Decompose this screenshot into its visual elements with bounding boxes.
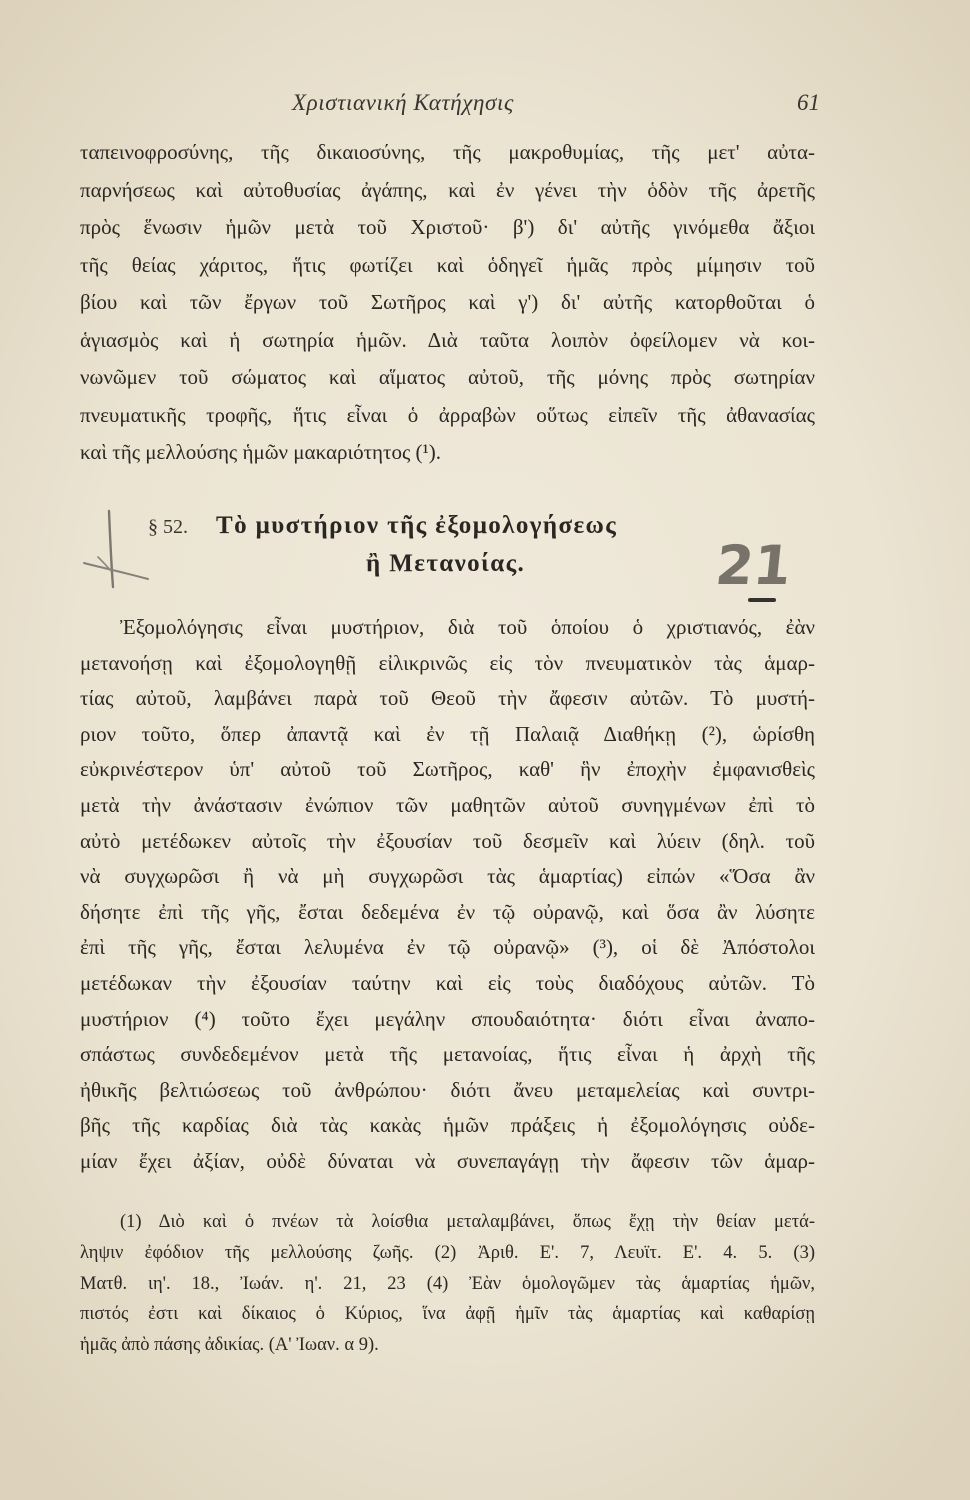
text-line: νωνῶμεν τοῦ σώματος καὶ αἵματος αὐτοῦ, τῆς μόνης πρὸς σωτηρίαν (80, 365, 815, 389)
footnote-line: ἡμᾶς ἀπὸ πάσης ἀδικίας. (Α' Ἰωαν. α 9). (80, 1335, 379, 1356)
text-line: ταπεινοφροσύνης, τῆς δικαιοσύνης, τῆς μακροθυμίας, τῆς μετ' αὐτα- (80, 140, 815, 164)
text-line: αὐτὸ μετέδωκεν αὐτοῖς τὴν ἐξουσίαν τοῦ δεσμεῖν καὶ λύειν (δηλ. τοῦ (80, 828, 815, 853)
footnotes (80, 1207, 815, 1361)
text-line: καὶ τῆς μελλούσης ἡμῶν μακαριότητος (¹). (80, 440, 442, 464)
section-subtitle: ἢ Μετανοίας. (366, 550, 526, 577)
handwritten-annotation: 21 (712, 534, 795, 597)
section-title: Τὸ μυστήριον τῆς ἐξομολογήσεως (216, 512, 618, 539)
text-line: Ἐξομολόγησις εἶναι μυστήριον, διὰ τοῦ ὁποίου ὁ χριστιανός, ἐὰν (120, 615, 815, 639)
text-line: παρνήσεως καὶ αὐτοθυσίας ἀγάπης, καὶ ἐν γένει τὴν ὁδὸν τῆς ἀρετῆς (80, 177, 815, 202)
text-line: πνευματικῆς τροφῆς, ἥτις εἶναι ὁ ἀρραβὼν οὕτως εἰπεῖν τῆς ἀθανασίας (80, 402, 815, 427)
text-line: τίας αὐτοῦ, λαμβάνει παρὰ τοῦ Θεοῦ τὴν ἄφεσιν αὐτῶν. Τὸ μυστή- (80, 686, 815, 711)
text-line: δήσητε ἐπὶ τῆς γῆς, ἔσται δεδεμένα ἐν τῷ οὐρανῷ, καὶ ὅσα ἂν λύσητε (80, 899, 815, 924)
footnote-line: πιστός ἐστι καὶ δίκαιος ὁ Κύριος, ἵνα ἀφῇ ἡμῖν τὰς ἁμαρτίας καὶ καθαρίσῃ (80, 1304, 815, 1325)
text-line: βῆς τῆς καρδίας διὰ τὰς κακὰς ἡμῶν πράξεις ἡ ἐξομολόγησις οὐδε- (80, 1113, 815, 1138)
pencil-cross-mark (78, 505, 158, 595)
footnote-line: (1) Διὸ καὶ ὁ πνέων τὰ λοίσθια μεταλαμβάνει, ὅπως ἔχῃ τὴν θείαν μετά- (120, 1212, 815, 1232)
running-head (0, 90, 970, 122)
running-title: Χριστιανική Κατήχησις (292, 90, 514, 115)
page-number: 61 (797, 90, 820, 115)
text-line: εὐκρινέστερον ὑπ' αὐτοῦ τοῦ Σωτῆρος, καθ' ἣν ἐποχὴν ἐμφανισθεὶς (80, 757, 815, 782)
footnote-line: ληψιν ἐφόδιον τῆς μελλούσης ζωῆς. (2) Ἀριθ. Ε'. 7, Λευϊτ. Ε'. 4. 5. (3) (80, 1242, 815, 1263)
paragraph-continued (80, 134, 815, 472)
section-number: § 52. (148, 516, 188, 538)
text-line: τῆς θείας χάριτος, ἥτις φωτίζει καὶ ὁδηγεῖ ἡμᾶς πρὸς μίμησιν τοῦ (80, 252, 815, 277)
text-line: μετὰ τὴν ἀνάστασιν ἐνώπιον τῶν μαθητῶν αὐτοῦ συνηγμένων ἐπὶ τὸ (80, 792, 815, 817)
text-line: σπάστως συνδεδεμένον μετὰ τῆς μετανοίας, ἥτις εἶναι ἡ ἀρχὴ τῆς (80, 1042, 815, 1067)
text-line: μίαν ἔχει ἀξίαν, οὐδὲ δύναται νὰ συνεπαγάγῃ τὴν ἄφεσιν τῶν ἁμαρ- (80, 1148, 815, 1173)
paragraph-confession (80, 610, 815, 1180)
text-line: πρὸς ἕνωσιν ἡμῶν μετὰ τοῦ Χριστοῦ· β') δι' αὐτῆς γινόμεθα ἄξιοι (80, 215, 815, 239)
handwritten-dash (748, 598, 776, 602)
text-line: μετανοήσῃ καὶ ἐξομολογηθῇ εἰλικρινῶς εἰς τὸν πνευματικὸν τὰς ἁμαρ- (80, 650, 815, 675)
text-line: βίου καὶ τῶν ἔργων τοῦ Σωτῆρος καὶ γ') δι' αὐτῆς κατορθοῦται ὁ (80, 290, 815, 314)
footnote-line: Ματθ. ιη'. 18., Ἰωάν. η'. 21, 23 (4) Ἐὰν ὁμολογῶμεν τὰς ἁμαρτίας ἡμῶν, (80, 1273, 815, 1294)
text-line: ἁγιασμὸς καὶ ἡ σωτηρία ἡμῶν. Διὰ ταῦτα λοιπὸν ὀφείλομεν νὰ κοι- (80, 327, 815, 352)
text-line: νὰ συγχωρῶσι ἢ νὰ μὴ συγχωρῶσι τὰς ἁμαρτίας) εἰπών «Ὅσα ἂν (80, 864, 815, 889)
text-line: μυστήριον (⁴) τοῦτο ἔχει μεγάλην σπουδαιότητα· διότι εἶναι ἀναπο- (80, 1006, 815, 1031)
text-line: μετέδωκαν τὴν ἐξουσίαν ταύτην καὶ εἰς τοὺς διαδόχους αὐτῶν. Τὸ (80, 970, 815, 995)
text-line: ἠθικῆς βελτιώσεως τοῦ ἀνθρώπου· διότι ἄνευ μεταμελείας καὶ συντρι- (80, 1077, 815, 1102)
text-line: ριον τοῦτο, ὅπερ ἀπαντᾷ καὶ ἐν τῇ Παλαιᾷ Διαθήκῃ (²), ὡρίσθη (80, 721, 815, 746)
text-line: ἐπὶ τῆς γῆς, ἔσται λελυμένα ἐν τῷ οὐρανῷ» (³), οἱ δὲ Ἀπόστολοι (80, 935, 815, 960)
